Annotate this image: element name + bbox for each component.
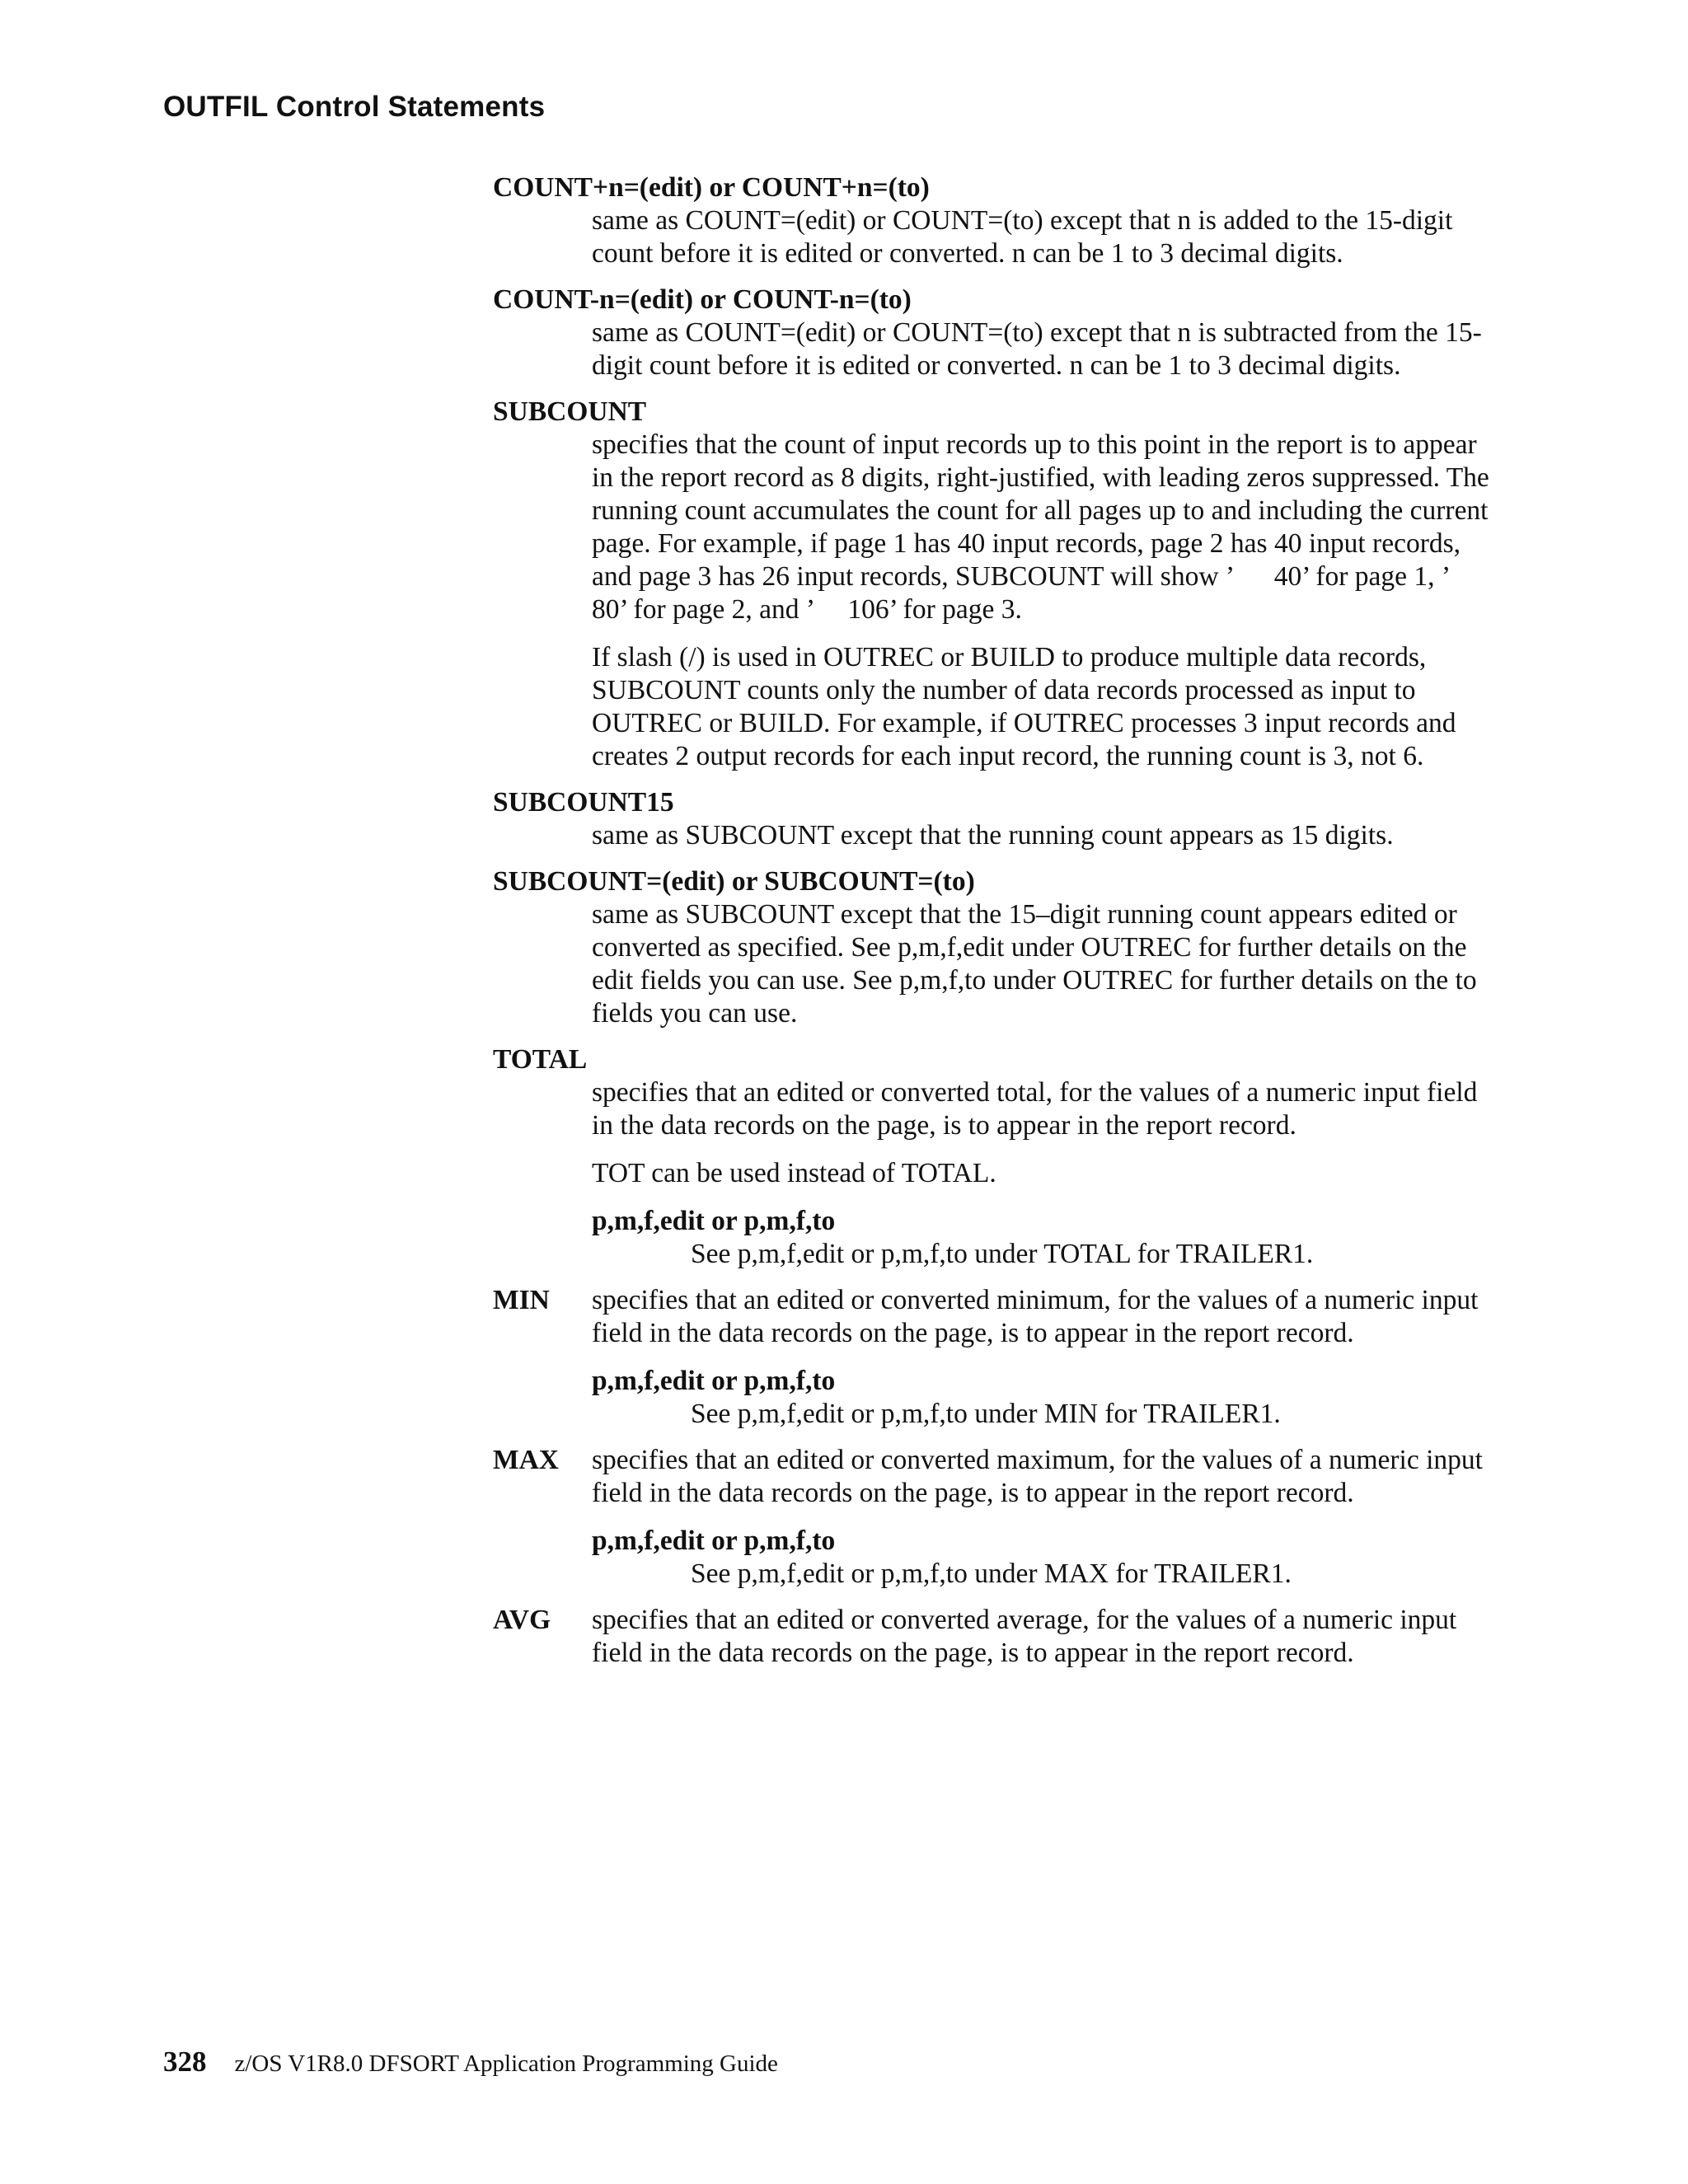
- book-title: z/OS V1R8.0 DFSORT Application Programming Guide: [234, 2050, 778, 2077]
- definition-term: SUBCOUNT15: [493, 787, 674, 818]
- sub-definition-term: p,m,f,edit or p,m,f,to: [592, 1526, 836, 1556]
- sub-definition: [592, 1205, 1490, 1271]
- definition-body: [592, 1284, 1490, 1431]
- sub-definition: [592, 1525, 1490, 1591]
- definition-entry: [493, 1284, 1490, 1431]
- definition-paragraph: same as COUNT=(edit) or COUNT=(to) except that n is added to the 15-digit count before it is edited or converted. n can be 1 to 3 decimal digits.: [592, 205, 1453, 269]
- definition-entry: [493, 1444, 1490, 1591]
- definition-paragraph: same as COUNT=(edit) or COUNT=(to) except that n is subtracted from the 15-digit count before it is edited or converted. n can be 1 to 3 decimal digits.: [592, 317, 1482, 381]
- definition-term: AVG: [493, 1605, 551, 1635]
- definition-paragraph: same as SUBCOUNT except that the 15–digit running count appears edited or converted as specified. See p,m,f,edit under OUTREC for further details on the edit fields you can use. See p,m,f,to under OUTREC for further details on the to fields you can use.: [592, 899, 1477, 1029]
- definition-term: COUNT-n=(edit) or COUNT-n=(to): [493, 284, 912, 315]
- definition-paragraph: specifies that an edited or converted total, for the values of a numeric input field in the data records on the page, is to appear in the report record.: [592, 1077, 1478, 1141]
- definition-term: TOTAL: [493, 1044, 588, 1075]
- definition-term: MAX: [493, 1445, 560, 1475]
- definition-body: [592, 819, 1490, 852]
- sub-definition-body: See p,m,f,edit or p,m,f,to under TOTAL for TRAILER1.: [691, 1239, 1314, 1269]
- definition-entry: [493, 171, 1490, 270]
- definition-entry: [493, 865, 1490, 1030]
- definition-body: [592, 898, 1490, 1030]
- definition-paragraph: TOT can be used instead of TOTAL.: [592, 1158, 996, 1188]
- definition-entry: [493, 1604, 1490, 1670]
- page-number: 328: [163, 2046, 207, 2078]
- definition-entry: [493, 396, 1497, 773]
- definition-entry: [493, 786, 1490, 852]
- sub-definition-term: p,m,f,edit or p,m,f,to: [592, 1206, 836, 1236]
- definition-term: SUBCOUNT: [493, 396, 647, 427]
- definition-paragraph: same as SUBCOUNT except that the running count appears as 15 digits.: [592, 820, 1394, 851]
- definition-body: [592, 1444, 1490, 1591]
- definition-paragraph: specifies that an edited or converted minimum, for the values of a numeric input field in the data records on the page, is to appear in the report record.: [592, 1285, 1479, 1348]
- sub-definition: [592, 1365, 1490, 1431]
- sub-definition-term: p,m,f,edit or p,m,f,to: [592, 1366, 836, 1396]
- definition-entry: [493, 1043, 1490, 1271]
- running-head: OUTFIL Control Statements: [163, 91, 546, 123]
- definition-body: [592, 429, 1497, 773]
- sub-definition-body: See p,m,f,edit or p,m,f,to under MIN for TRAILER1.: [691, 1399, 1281, 1429]
- definition-paragraph: specifies that the count of input records up to this point in the report is to appear in the report record as 8 digits, right-justified, with leading zeros suppressed. The running count accumulates the count for all pages up to and including the current page. For example, if page 1 has 40 input records, page 2 has 40 input records, and page 3 has 26 input records, SUBCOUNT will show ’ 40’ for page 1, ’ 80’ for page 2, and ’ 106’ for page 3.: [592, 429, 1497, 625]
- definition-paragraph: specifies that an edited or converted maximum, for the values of a numeric input field in the data records on the page, is to appear in the report record.: [592, 1445, 1483, 1508]
- definition-body: [592, 316, 1490, 382]
- definition-term: SUBCOUNT=(edit) or SUBCOUNT=(to): [493, 866, 975, 897]
- definition-body: [592, 204, 1490, 270]
- sub-definition-body: See p,m,f,edit or p,m,f,to under MAX for TRAILER1.: [691, 1558, 1292, 1589]
- definition-term: COUNT+n=(edit) or COUNT+n=(to): [493, 172, 930, 203]
- definition-list: [493, 171, 1497, 1683]
- definition-entry: [493, 284, 1490, 382]
- definition-body: [592, 1604, 1490, 1670]
- definition-body: [592, 1076, 1490, 1271]
- definition-paragraph: If slash (/) is used in OUTREC or BUILD to produce multiple data records, SUBCOUNT counts only the number of data records processed as input to OUTREC or BUILD. For example, if OUTREC processes 3 input records and creates 2 output records for each input record, the running count is 3, not 6.: [592, 642, 1456, 771]
- page-footer: [163, 2046, 778, 2079]
- definition-paragraph: specifies that an edited or converted average, for the values of a numeric input field in the data records on the page, is to appear in the report record.: [592, 1605, 1457, 1668]
- definition-term: MIN: [493, 1285, 550, 1315]
